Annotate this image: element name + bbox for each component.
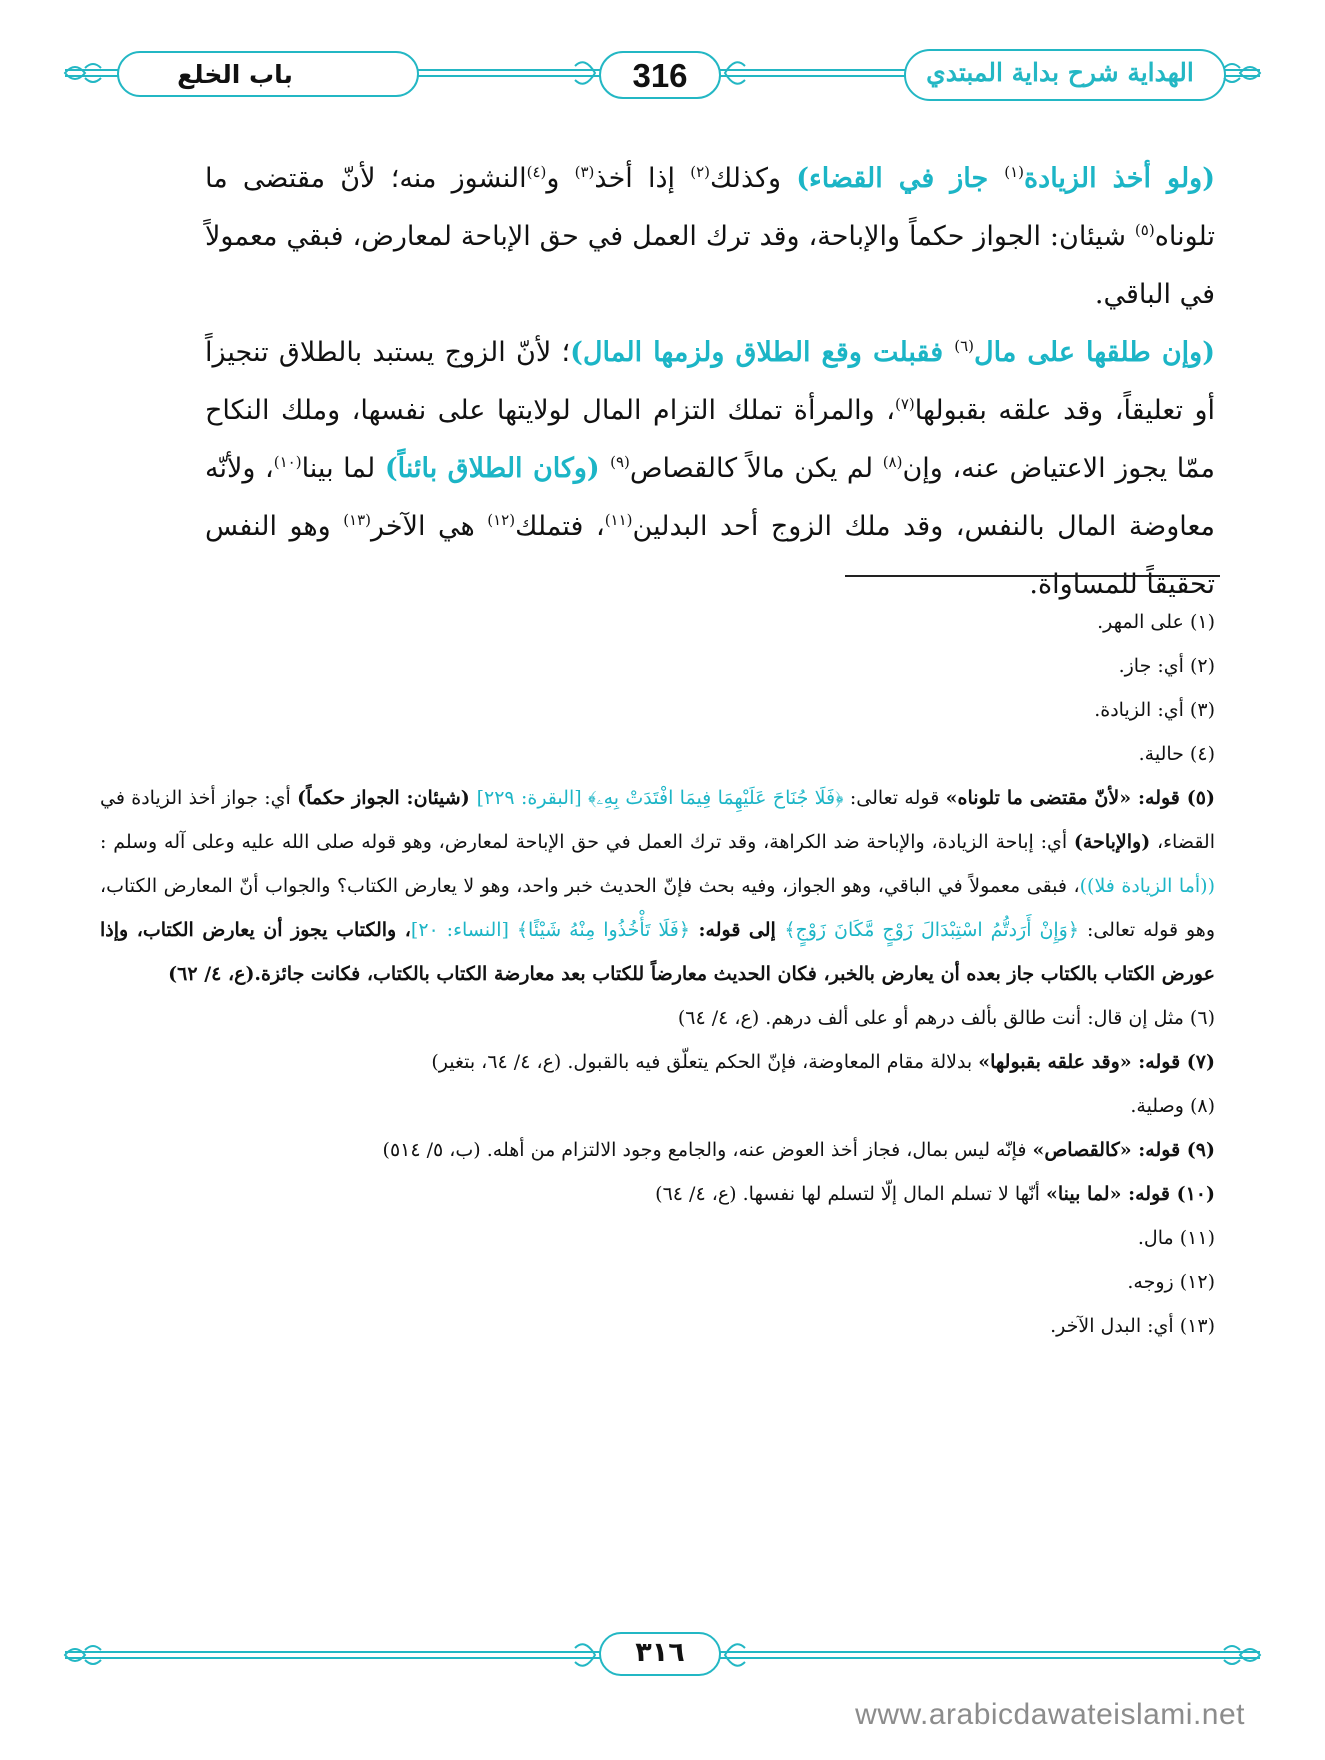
footnote-text: قوله تعالى:	[843, 787, 946, 809]
matn-text: جاز في القضاء)	[796, 163, 1005, 194]
matn-text: (وكان الطلاق بائناً)	[384, 453, 611, 484]
footnote-12: (١٢) زوجه.	[1127, 1271, 1215, 1293]
footnote-13: (١٣) أي: البدل الآخر.	[1050, 1315, 1215, 1337]
commentary-text: شيئان: الجواز حكماً والإباحة، وقد ترك العمل في حق الإباحة لمعارض، فبقي معمولاً في الباقي.	[205, 221, 1215, 310]
footnote-6: (٦) مثل إن قال: أنت طالق بألف درهم أو على ألف درهم. (ع، ٤/ ٦٤)	[677, 1007, 1215, 1029]
footnote-ref[interactable]: (٨)	[882, 453, 903, 471]
footnote-divider	[845, 575, 1220, 577]
footnotes	[100, 600, 1215, 1348]
footnote-text: ، فبقى معمولاً في الباقي، وهو الجواز، وفيه بحث فإنّ الحديث خبر واحد، وهو لا يعارض الكتاب؟ والجواب أنّ المعارض الكتاب، وهو قوله تعالى:	[100, 875, 1215, 941]
commentary-text: ، ولأنّه معاوضة المال بالنفس، وقد ملك الزوج أحد البدلين	[205, 453, 1215, 542]
commentary-text: إذا أخذ	[594, 163, 691, 194]
footnote-ref[interactable]: (١)	[1004, 163, 1025, 181]
footnote-text: بدلالة مقام المعاوضة، فإنّ الحكم يتعلّق فيه بالقبول. (ع، ٤/ ٦٤، بتغير)	[431, 1051, 979, 1073]
footnote-lemma: (٩) قوله: «كالقصاص»	[1032, 1139, 1215, 1161]
footnote-8: (٨) وصلية.	[1130, 1095, 1215, 1117]
footnote-ref[interactable]: (١٠)	[273, 453, 302, 471]
matn-text: (ولو أخذ الزيادة	[1024, 163, 1215, 194]
page-number-bottom: ٣١٦	[635, 1637, 685, 1668]
page-number-top: 316	[632, 57, 688, 94]
footnote-text: أي: جواز أخذ الزيادة في القضاء،	[100, 787, 1216, 853]
footnote-text: فإنّه ليس بمال، فجاز أخذ العوض عنه، والجامع وجود الالتزام من أهله. (ب، ٥/ ٥١٤)	[382, 1139, 1033, 1161]
footnote-ref[interactable]: (١١)	[604, 511, 633, 529]
footnote-3: (٣) أي: الزيادة.	[1094, 699, 1215, 721]
footnote-text: أنّها لا تسلم المال إلّا لتسلم لها نفسها. (ع، ٤/ ٦٤)	[655, 1183, 1046, 1205]
hadith-quote: ((أما الزيادة فلا))	[1079, 875, 1215, 897]
footnote-lemma: (١٠) قوله: «لما بينا»	[1046, 1183, 1215, 1205]
commentary-text: لما بينا	[301, 453, 385, 484]
matn-text: (وإن طلقها على مال	[973, 337, 1215, 368]
commentary-text: ؛ لأنّ الزوج يستبد بالطلاق تنجيزاً أو تعليقاً، وقد علقه بقبولها	[205, 337, 1216, 426]
matn-text: فقبلت وقع الطلاق ولزمها المال)	[570, 337, 955, 368]
footnote-text: إلى قوله:	[689, 919, 785, 941]
footnote-ref[interactable]: (٤)	[526, 163, 547, 181]
commentary-text: هي الآخر	[371, 511, 488, 542]
footnote-text: أي: إباحة الزيادة، والإباحة ضد الكراهة، وقد ترك العمل في حق الإباحة لمعارض، وهو قوله صلى الله عليه وعلى آله وسلم :	[100, 831, 1074, 853]
footnote-lemma: (٧) قوله: «وقد علقه بقبولها»	[978, 1051, 1215, 1073]
footnote-ref[interactable]: (١٣)	[343, 511, 372, 529]
footnote-7	[100, 1040, 1215, 1084]
commentary-text: ، والمرأة تملك التزام المال لولايتها على نفسها، وملك النكاح ممّا يجوز الاعتياض عنه، وإن	[205, 395, 1215, 484]
website-url[interactable]: www.arabicdawateislami.net	[855, 1698, 1245, 1731]
commentary-text: النشوز منه؛ لأنّ مقتضى ما تلوناه	[205, 163, 1215, 252]
quran-quote: ﴿وَإِنْ أَرَدتُّمُ اسْتِبْدَالَ زَوْجٍ مَّكَانَ زَوْجٍ﴾	[784, 919, 1079, 941]
paragraph-1	[205, 150, 1215, 324]
footnote-ref[interactable]: (٣)	[574, 163, 595, 181]
footnote-2: (٢) أي: جاز.	[1118, 655, 1215, 677]
quran-quote: ﴿فَلَا جُنَاحَ عَلَيْهِمَا فِيمَا افْتَدَتْ بِهِۦ﴾ [البقرة: ٢٢٩]	[476, 787, 844, 809]
commentary-text: و	[546, 163, 575, 194]
main-text	[205, 150, 1215, 614]
footnote-1: (١) على المهر.	[1097, 611, 1215, 633]
footnote-5	[100, 776, 1215, 996]
footnote-text: ، والكتاب يجوز أن يعارض الكتاب، وإذا عورض الكتاب بالكتاب جاز بعده أن يعارض بالخبر، فكان الحديث معارضاً للكتاب بعد معارضة الكتاب بالكتاب، فكانت جائزة.(ع، ٤/ ٦٢)	[100, 919, 1215, 985]
footnote-10	[100, 1172, 1215, 1216]
footnote-lemma: (والإباحة)	[1073, 831, 1151, 853]
footnote-ref[interactable]: (٦)	[954, 337, 974, 355]
chapter-title: باب الخلع	[177, 60, 293, 89]
footnote-ref[interactable]: (١٢)	[487, 511, 516, 529]
commentary-text: ، فتملك	[515, 511, 605, 542]
footnote-ref[interactable]: (٥)	[1134, 221, 1155, 239]
footnote-9	[100, 1128, 1215, 1172]
footnote-11: (١١) مال.	[1137, 1227, 1215, 1249]
footnote-lemma: (٥) قوله: «لأنّ مقتضى ما تلوناه»	[945, 787, 1215, 809]
footnote-4: (٤) حالية.	[1138, 743, 1215, 765]
footnote-ref[interactable]: (٢)	[690, 163, 711, 181]
footnote-lemma: (شيئان: الجواز حكماً)	[297, 787, 477, 809]
paragraph-2	[205, 324, 1215, 614]
commentary-text: لم يكن مالاً كالقصاص	[629, 453, 883, 484]
footnote-ref[interactable]: (٧)	[894, 395, 915, 413]
book-title: الهداية شرح بداية المبتدي	[926, 58, 1194, 87]
quran-quote: ﴿فَلَا تَأْخُذُوا مِنْهُ شَيْئًا﴾ [النساء: ٢٠]	[410, 919, 690, 941]
commentary-text: وكذلك	[710, 163, 797, 194]
commentary-text: وهو النفس تحقيقاً للمساواة.	[205, 511, 1215, 600]
footnote-ref[interactable]: (٩)	[610, 453, 630, 471]
